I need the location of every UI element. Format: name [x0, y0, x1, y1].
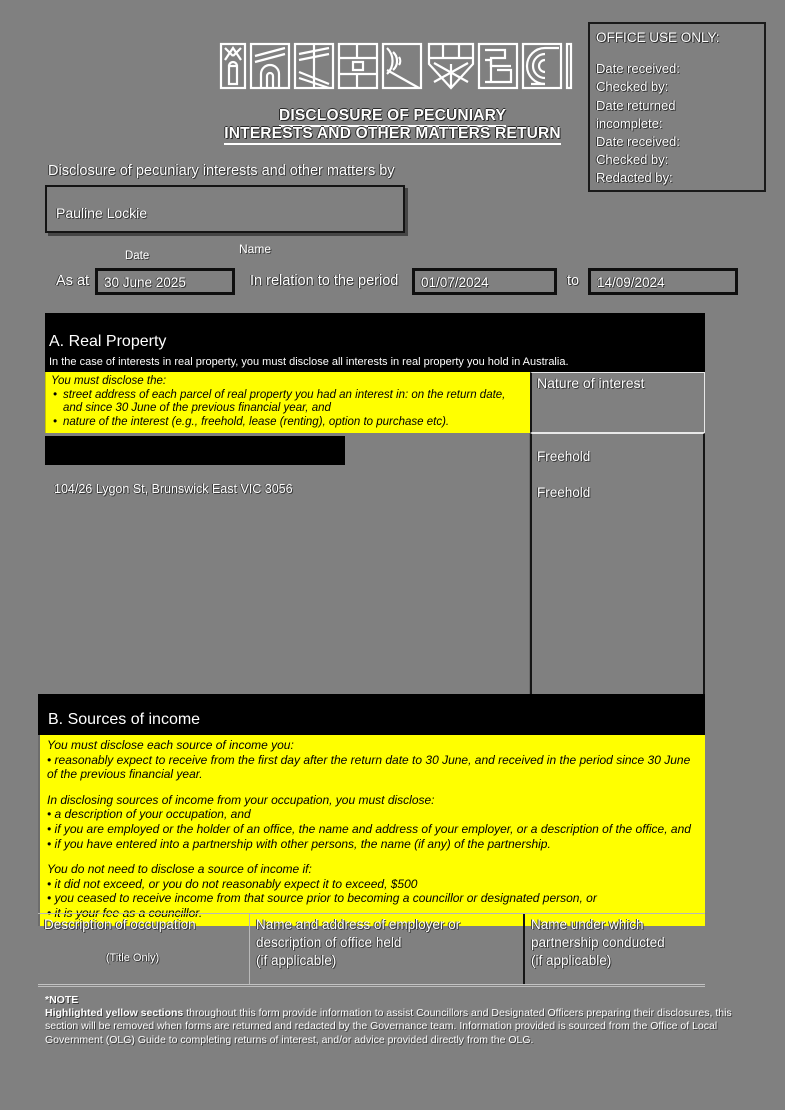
section-a-top-strip	[45, 313, 705, 329]
column-header-employer	[250, 914, 525, 984]
column-header-occupation	[38, 914, 250, 984]
office-field-date-returned: Date returned	[596, 97, 676, 113]
section-a-title: A. Real Property	[45, 329, 705, 355]
section-b-guidance-line-7: You do not need to disclose a source of income if:	[47, 862, 312, 877]
section-b-guidance-line-5: • if you are employed or the holder of an office, the name and address of your employer, or a description of the office, and	[47, 821, 691, 836]
column-header-underline	[38, 986, 705, 987]
section-b-gap-2	[47, 851, 699, 862]
page-title-line-2: INTERESTS AND OTHER MATTERS RETURN	[224, 125, 561, 145]
date-caption: Date	[125, 250, 150, 262]
section-a-guidance-bullet-2: • nature of the interest (e.g., freehold, lease (renting), option to purchase etc).	[63, 416, 525, 430]
office-field-date-received-2: Date received:	[596, 134, 680, 150]
period-from-field[interactable]	[412, 268, 557, 295]
column-header-partnership-sub: (if applicable)	[531, 953, 612, 968]
office-field-incomplete: incomplete:	[596, 115, 663, 131]
section-b-sources-of-income	[38, 694, 705, 926]
column-header-occupation-label: Description of occupation	[44, 917, 196, 932]
footer-note-body	[45, 1007, 745, 1047]
column-header-partnership-label: Name under which partnership conducted	[531, 917, 665, 950]
section-a-table-body	[45, 433, 705, 708]
section-b-guidance-line-9: • you ceased to receive income from that source prior to becoming a councillor or designated person, or	[47, 891, 597, 906]
section-a-guidance-row	[45, 372, 705, 433]
inner-west-logo	[215, 30, 575, 100]
period-from-value: 01/07/2024	[421, 275, 489, 290]
column-header-employer-label: Name and address of employer or description of office held	[256, 917, 461, 950]
footer-note-title: *NOTE	[45, 994, 79, 1006]
page-title-line-1: DISCLOSURE OF PECUNIARY	[279, 107, 506, 127]
section-b-guidance-line-10: • it is your fee as a councillor.	[47, 905, 203, 920]
section-a-nature-header	[530, 372, 705, 433]
section-a-real-property	[45, 313, 705, 708]
inner-west-logo-svg	[215, 30, 575, 100]
period-to-value: 14/09/2024	[597, 275, 665, 290]
section-b-guidance-line-3: In disclosing sources of income from your occupation, you must disclose:	[47, 792, 435, 807]
name-caption: Name	[239, 242, 272, 256]
column-header-employer-sub: (if applicable)	[256, 953, 337, 968]
period-to-label: to	[567, 273, 580, 289]
section-a-guidance-intro: You must disclose the:	[51, 375, 167, 387]
disclosure-label: Disclosure of pecuniary interests and other matters by	[48, 163, 395, 179]
section-b-guidance-line-4: • a description of your occupation, and	[47, 807, 251, 822]
section-a-nature-header-label: Nature of interest	[537, 375, 645, 391]
office-use-only-box	[588, 22, 766, 192]
as-at-date-field[interactable]	[95, 268, 235, 295]
section-a-subtitle: In the case of interests in real property, you must disclose all interests in real property you hold in Australia.	[45, 355, 705, 372]
as-at-label: As at	[56, 273, 90, 289]
footer-note-text: throughout this form provide information to assist Councillors and Designated Officers preparing their disclosures, this section will be removed when forms are returned and redacted by the Governance team. Information provided is sourced from the Office of Local Government (OLG) Guide to completing returns of interest, and/or advice provided directly from the OLG.	[45, 1007, 732, 1046]
column-header-occupation-sub: (Title Only)	[105, 952, 160, 964]
section-a-guidance	[45, 372, 530, 433]
column-header-partnership	[525, 914, 705, 984]
property-address-row-2: 104/26 Lygon St, Brunswick East VIC 3056	[54, 482, 293, 497]
section-b-guidance-line-8: • it did not exceed, or you do not reasonably expect it to exceed, $500	[47, 876, 418, 891]
nature-of-interest-row-2: Freehold	[537, 485, 591, 501]
period-to-field[interactable]	[588, 268, 738, 295]
as-at-date-value: 30 June 2025	[104, 275, 186, 290]
footer-note-bold: Highlighted yellow sections	[45, 1007, 184, 1019]
period-label: In relation to the period	[250, 273, 399, 289]
section-b-guidance-line-2: • reasonably expect to receive from the first day after the return date to 30 June, and received in the period since 30 June of the previous financial year.	[47, 752, 691, 782]
office-field-date-received-1: Date received:	[596, 61, 680, 77]
office-use-title: OFFICE USE ONLY:	[596, 30, 720, 45]
section-b-top-strip	[38, 694, 705, 708]
name-value: Pauline Lockie	[56, 205, 148, 221]
footer-note	[45, 994, 745, 1047]
section-b-gap-1	[47, 782, 699, 793]
section-b-guidance-line-1: You must disclose each source of income you:	[47, 738, 294, 752]
period-row	[45, 266, 745, 296]
section-b-guidance-line-6: • if you have entered into a partnership with other persons, the name (if any) of the partnership.	[47, 836, 551, 851]
office-field-checked-by-2: Checked by:	[596, 152, 669, 168]
section-a-address-column[interactable]	[45, 433, 530, 708]
redaction-bar	[45, 436, 345, 465]
section-b-column-headers	[38, 913, 705, 985]
name-field[interactable]	[45, 185, 405, 233]
nature-of-interest-row-1: Freehold	[537, 449, 591, 465]
section-b-guidance	[38, 735, 705, 926]
section-b-title: B. Sources of income	[38, 708, 705, 735]
office-field-checked-by-1: Checked by:	[596, 79, 669, 95]
office-use-spacer	[596, 47, 758, 60]
office-field-redacted-by: Redacted by:	[596, 170, 673, 186]
section-a-guidance-bullet-1: • street address of each parcel of real property you had an interest in: on the return date, and since 30 June of the previous financial year, and	[63, 389, 525, 416]
section-a-nature-column[interactable]	[530, 433, 705, 708]
